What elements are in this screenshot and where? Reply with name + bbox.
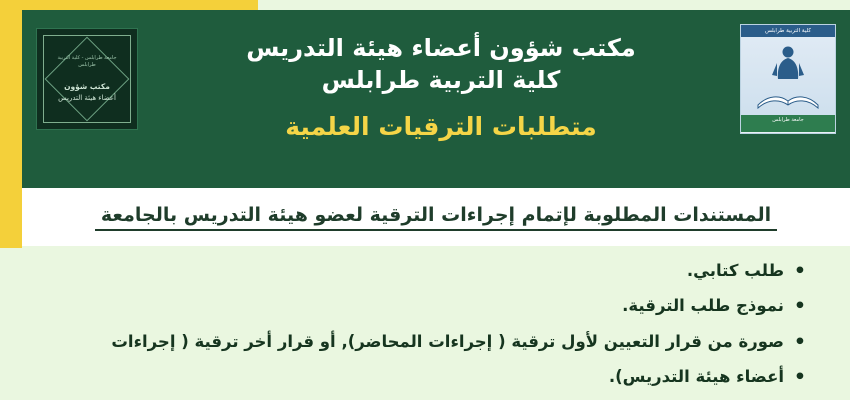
left-accent-bar [0,0,22,248]
list-item: • نموذج طلب الترقية. [62,295,810,317]
seal-text [50,55,124,103]
page-title: متطلبات الترقيات العلمية [285,111,597,141]
list-item: • صورة من قرار التعيين لأول ترقية ( إجراءات المحاضر), أو قرار أخر ترقية ( إجراءات [62,331,810,353]
requirements-section [22,246,850,400]
header-inner [22,10,850,188]
seal-name-line2: أعضاء هيئة التدريس [58,93,116,102]
seal-top-text: جامعة طرابلس - كلية التربية طرابلس [57,55,117,69]
seal-ring [43,35,131,123]
badge-artwork [741,37,835,115]
top-accent-bar [0,0,258,10]
badge-bottom-text: جامعة طرابلس [741,115,835,132]
university-badge-logo [740,24,836,134]
subtitle-text: المستندات المطلوبة لإتمام إجراءات الترقية لعضو هيئة التدريس بالجامعة [95,204,777,231]
list-item: • طلب كتابي. [62,260,810,282]
office-seal-logo [36,28,138,130]
header-title-block [152,32,730,143]
header-banner [22,10,850,188]
open-book-icon [756,87,820,109]
office-line: مكتب شؤون أعضاء هيئة التدريس [246,34,636,62]
college-line: كلية التربية طرابلس [321,66,561,95]
seal-name-line1: مكتب شؤون [64,81,110,91]
person-icon [771,45,805,85]
list-item: • أعضاء هيئة التدريس). [62,366,810,388]
requirements-list [62,260,810,388]
badge-top-text: كلية التربية طرابلس [741,25,835,37]
subtitle-band [22,188,850,246]
